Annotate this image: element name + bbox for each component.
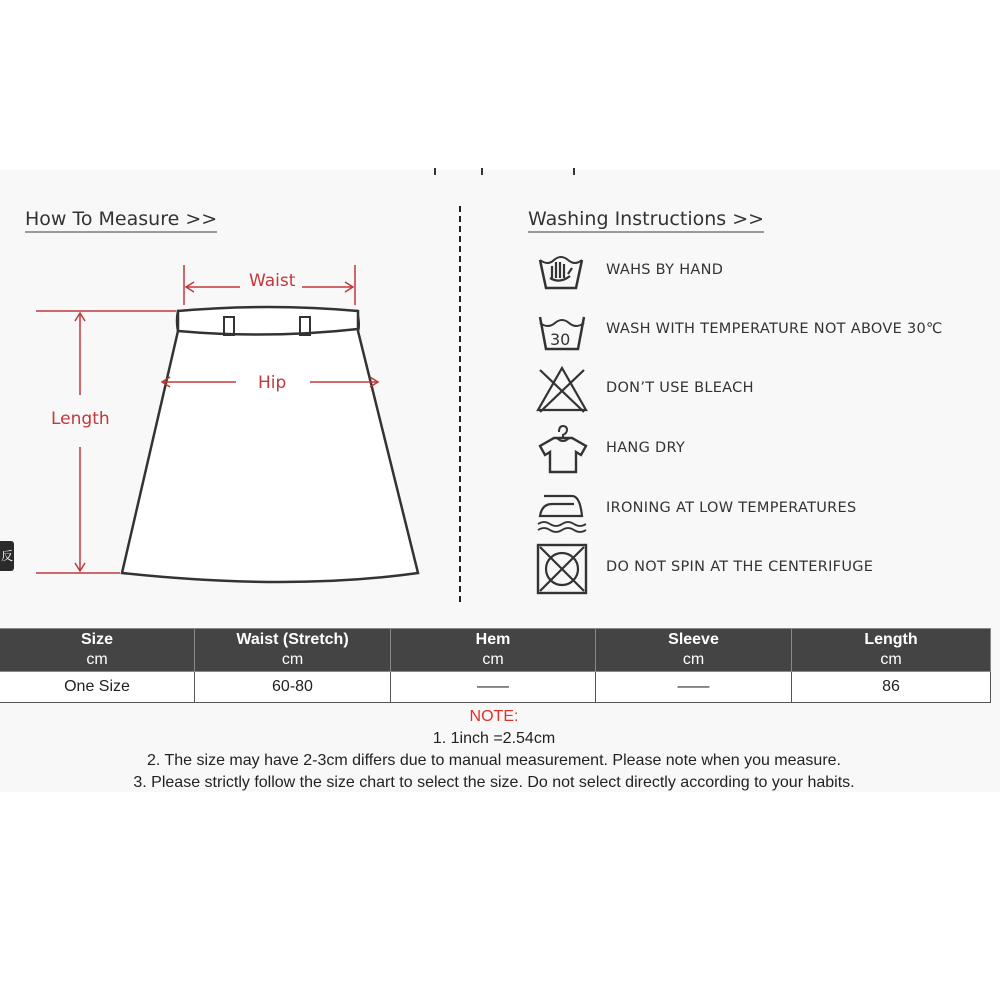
no-bleach-icon xyxy=(530,362,594,418)
how-to-measure-title: How To Measure >> xyxy=(25,208,217,233)
column-header: Length cm xyxy=(792,629,991,672)
table-cell: —— xyxy=(391,672,596,703)
wash-item-no-bleach xyxy=(530,362,970,418)
wash-item-iron-low xyxy=(530,482,970,538)
wash-item-text: HANG DRY xyxy=(606,440,686,456)
size-table xyxy=(0,628,991,703)
no-tumble-dry-icon xyxy=(530,541,594,597)
wash-item-hand-wash xyxy=(530,244,970,300)
length-label: Length xyxy=(51,409,110,429)
table-cell: One Size xyxy=(0,672,195,703)
note-line: 1. 1inch =2.54cm xyxy=(432,730,556,747)
column-header: Hem cm xyxy=(391,629,596,672)
hang-dry-icon xyxy=(530,422,594,478)
hand-wash-icon xyxy=(530,244,594,300)
wash-item-text: WASH WITH TEMPERATURE NOT ABOVE 30℃ xyxy=(606,321,943,337)
side-tab[interactable]: 反 xyxy=(0,541,14,571)
waistband xyxy=(178,307,358,335)
column-header: Sleeve cm xyxy=(596,629,792,672)
note-line: 2. The size may have 2-3cm differs due to manual measurement. Please note when you measure. xyxy=(147,752,841,769)
wash-item-30-degrees xyxy=(530,303,970,359)
table-cell: —— xyxy=(596,672,792,703)
wash-item-text: DON’T USE BLEACH xyxy=(606,380,754,396)
wash-item-text: DO NOT SPIN AT THE CENTERIFUGE xyxy=(606,559,874,575)
wash-30-icon xyxy=(530,303,594,359)
table-row xyxy=(0,672,991,703)
wash-temperature: 30 xyxy=(550,330,571,349)
size-table-header xyxy=(0,629,991,672)
dashed-divider xyxy=(459,206,461,602)
wash-item-text: IRONING AT LOW TEMPERATURES xyxy=(606,500,857,516)
hip-label: Hip xyxy=(258,373,287,393)
iron-low-icon xyxy=(530,482,594,538)
skirt-outline xyxy=(122,311,418,582)
table-cell: 86 xyxy=(792,672,991,703)
table-cell: 60-80 xyxy=(195,672,391,703)
notes-section xyxy=(0,706,988,794)
wash-item-hang-dry xyxy=(530,422,970,478)
waist-label: Waist xyxy=(249,271,296,291)
column-header: Size cm xyxy=(0,629,195,672)
note-title: NOTE: xyxy=(469,708,519,725)
wash-item-no-spin xyxy=(530,541,970,597)
skirt-measure-diagram xyxy=(0,255,450,595)
decorative-dots xyxy=(0,168,1000,176)
column-header: Waist (Stretch) cm xyxy=(195,629,391,672)
washing-instructions-title: Washing Instructions >> xyxy=(528,208,764,233)
note-line: 3. Please strictly follow the size chart to select the size. Do not select directly according to your habits. xyxy=(133,774,855,791)
wash-item-text: WAHS BY HAND xyxy=(606,262,724,278)
